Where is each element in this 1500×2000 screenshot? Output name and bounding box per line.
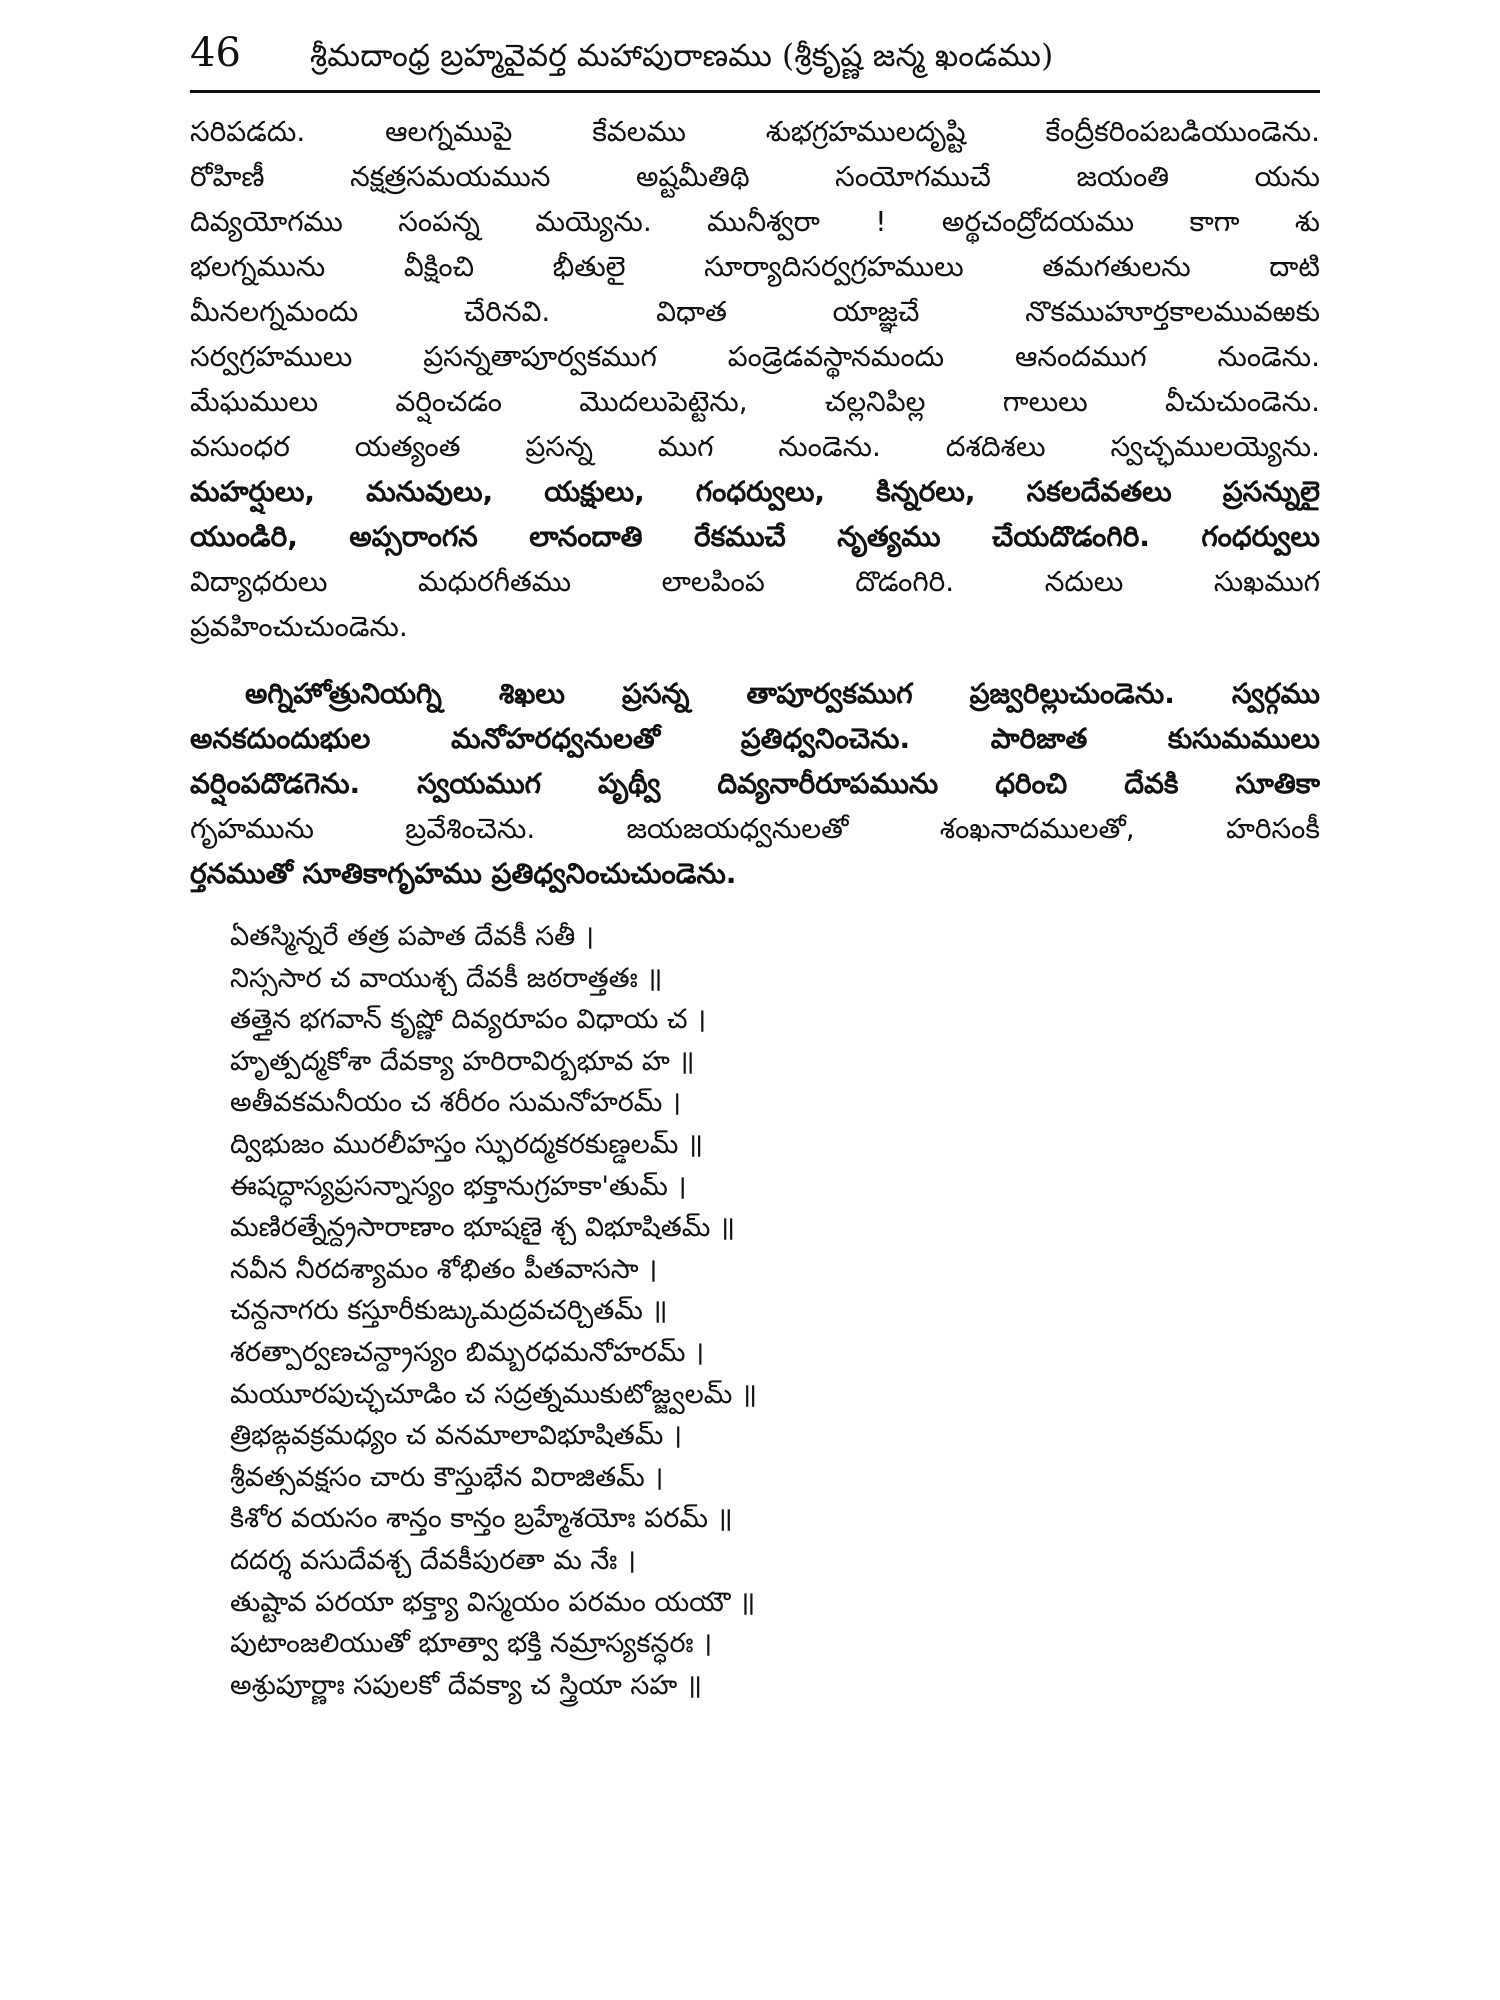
text-line: ర్తనముతో సూతికాగృహము ప్రతిధ్వనించుచుండెను.	[190, 857, 737, 890]
verse-line: హృత్పద్మకోశా దేవక్యా హరిరావిర్బభూవ హ ॥	[230, 1045, 695, 1077]
verse-line: ద్విభుజం మురలీహస్తం స్ఫురద్మకరకుణ్డలమ్ ॥	[230, 1128, 704, 1160]
paragraph-2	[190, 671, 1320, 896]
text-line: మహర్షులు, మనువులు, యక్షులు, గంధర్వులు, కిన్నరలు, సకలదేవతలు ప్రసన్నులై	[190, 475, 1320, 508]
verse-line: నవీన నీరదశ్యామం శోభితం పీతవాససా ।	[230, 1253, 658, 1285]
text-line: సర్వగ్రహములు ప్రసన్నతాపూర్వకముగ పండ్రెడవస్థానమందు ఆనందముగ నుండెను.	[190, 340, 1320, 373]
header-rule	[190, 90, 1320, 93]
text-line: విద్యాధరులు మధురగీతము లాలపింప దొడంగిరి. నదులు సుఖముగ	[190, 565, 1320, 598]
running-title: శ్రీమదాంధ్ర బ్రహ్మవైవర్త మహాపురాణము (శ్రీకృష్ణ జన్మ ఖండము)	[310, 38, 1054, 74]
verse-line: తుష్టావ పరయా భక్త్యా విస్మయం పరమం యయౌ ॥	[230, 1586, 756, 1618]
page-header	[190, 30, 1320, 88]
text-line: వర్షింపదొడగెను. స్వయముగ పృథ్వీ దివ్యనారీరూపమును ధరించి దేవకి సూతికా	[190, 767, 1320, 800]
text-line: మేఘములు వర్షించడం మొదలుపెట్టెను, చల్లనిపిల్ల గాలులు వీచుచుండెను.	[190, 385, 1320, 418]
paragraph-gap	[190, 649, 1320, 671]
text-line: వసుంధర యత్యంత ప్రసన్న ముగ నుండెను. దశదిశలు స్వచ్ఛములయ్యెను.	[190, 430, 1320, 463]
verse-line: కిశోర వయసం శాన్తం కాన్తం బ్రహ్మేశయోః పరమ్ ॥	[230, 1503, 733, 1535]
text-line: దివ్యయోగము సంపన్న మయ్యెను. మునీశ్వరా ! అర్థచంద్రోదయము కాగా శు	[190, 205, 1320, 238]
verse-line: అశ్రుపూర్ణాః సపులకో దేవక్యా చ స్త్రియా సహ ॥	[230, 1669, 702, 1701]
verse-line: అతీవకమనీయం చ శరీరం సుమనోహరమ్ ।	[230, 1087, 682, 1119]
book-page	[190, 30, 1320, 1706]
text-line: రోహిణీ నక్షత్రసమయమున అష్టమీతిథి సంయోగముచే జయంతి యను	[190, 160, 1320, 193]
verse-line: చన్దనాగరు కస్తూరీకుఙ్కుమద్రవచర్చితమ్ ॥	[230, 1295, 668, 1327]
verse-line: ఏతస్మిన్నరే తత్ర పపాత దేవకీ సతీ ।	[230, 921, 595, 952]
verse-line: త్రిభఙ్గవక్రమధ్యం చ వనమాలావిభూషితమ్ ।	[230, 1420, 683, 1452]
text-line: అనకదుందుభుల మనోహరధ్వనులతో ప్రతిధ్వనించెను. పారిజాత కుసుమములు	[190, 722, 1320, 755]
verse-line: శరత్పార్వణచన్ద్రాస్యం బిమ్బరధమనోహరమ్ ।	[230, 1336, 705, 1368]
text-line: సరిపడదు. ఆలగ్నముపై కేవలము శుభగ్రహములదృష్టి కేంద్రీకరింపబడియుండెను.	[190, 115, 1320, 148]
text-line: అగ్నిహోత్రునియగ్ని శిఖలు ప్రసన్న తాపూర్వకముగ ప్రజ్వరిల్లుచుండెను. స్వర్గము	[245, 677, 1320, 710]
verse-line: దదర్శ వసుదేవశ్చ దేవకీపురతా మ నేః ।	[230, 1544, 637, 1576]
verse-line: మణిరత్నేన్ద్రసారాణాం భూషణై శ్చ విభూషితమ్ ॥	[230, 1212, 736, 1244]
text-line: ప్రవహించుచుండెను.	[190, 610, 408, 643]
verse-line: తత్తైన భగవాన్ కృష్ణో దివ్యరూపం విధాయ చ ।	[230, 1004, 707, 1036]
text-line: గృహమును బ్రవేశించెను. జయజయధ్వనులతో శంఖనాదములతో, హరిసంకీ	[190, 812, 1320, 845]
verse-line: ఈషద్ధాస్యప్రసన్నాస్యం భక్తానుగ్రహకా'తుమ్ ।	[230, 1170, 687, 1202]
paragraph-1	[190, 109, 1320, 649]
sanskrit-verses	[190, 916, 1320, 1706]
verse-line: పుటాంజలియుతో భూత్వా భక్తి నమ్రాస్యకన్ధరః ।	[230, 1628, 713, 1660]
verse-line: శ్రీవత్సవక్షసం చారు కౌస్తుభేన విరాజితమ్ ।	[230, 1461, 664, 1493]
text-line: మీనలగ్నమందు చేరినవి. విధాత యాజ్ఞచే నొకముహూర్తకాలమువఱకు	[190, 295, 1320, 328]
text-line: భలగ్నమును వీక్షించి భీతులై సూర్యాదిసర్వగ్రహములు తమగతులను దాటి	[190, 250, 1320, 283]
text-line: యుండిరి, అప్సరాంగన లానందాతి రేకముచే నృత్యము చేయదొడంగిరి. గంధర్వులు	[190, 520, 1320, 553]
verse-line: నిస్ససార చ వాయుశ్చ దేవకీ జఠరాత్తతః ॥	[230, 962, 663, 994]
verse-line: మయూరపుచ్ఛచూడిం చ సద్రత్నముకుటోజ్జ్వలమ్ ॥	[230, 1378, 758, 1410]
page-number: 46	[190, 30, 241, 76]
